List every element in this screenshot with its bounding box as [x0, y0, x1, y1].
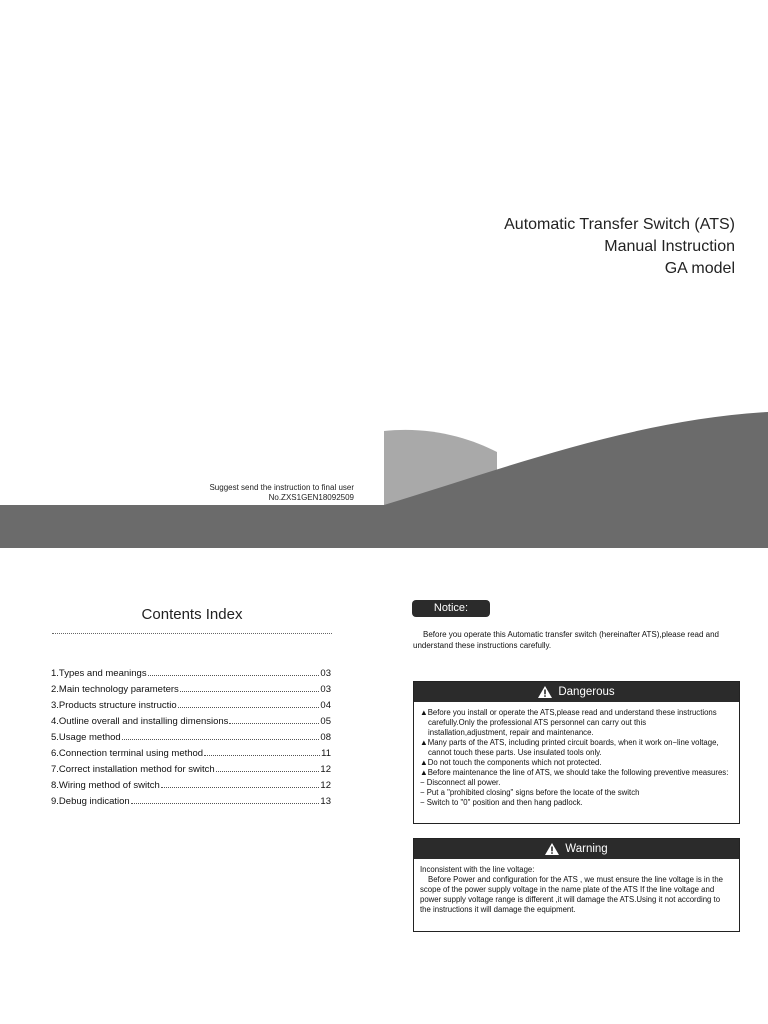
title-line-2: Manual Instruction	[604, 238, 735, 255]
toc-item[interactable]	[51, 679, 331, 695]
toc-item[interactable]	[51, 727, 331, 743]
document-number: No.ZXS1GEN18092509	[268, 493, 354, 502]
warning-body	[414, 859, 739, 915]
toc-label: 2.Main technology parameters	[51, 684, 179, 695]
toc-leader	[204, 754, 320, 756]
notice-text: Before you operate this Automatic transfer switch (hereinafter ATS),please read and understand these instructions carefully.	[413, 630, 720, 650]
contents-title: Contents Index	[141, 606, 243, 623]
final-user-note	[209, 483, 354, 503]
toc-label: 3.Products structure instructio	[51, 700, 177, 711]
danger-line: cannot touch these parts. Use insulated tools only.	[428, 748, 602, 757]
toc-leader	[148, 674, 320, 676]
toc-page-number: 04	[320, 700, 331, 711]
toc-page-number: 03	[320, 668, 331, 679]
final-user-text: Suggest send the instruction to final user	[209, 483, 354, 492]
warning-triangle-icon	[538, 686, 552, 698]
title-line-1: Automatic Transfer Switch (ATS)	[504, 216, 735, 233]
toc-item[interactable]	[51, 775, 331, 791]
toc-label: 7.Correct installation method for switch	[51, 764, 215, 775]
toc-leader	[131, 802, 320, 804]
contents-list	[51, 663, 331, 807]
toc-leader	[161, 786, 320, 788]
danger-line: ▲Do not touch the components which not protected.	[420, 758, 602, 767]
toc-label: 4.Outline overall and installing dimensions	[51, 716, 229, 727]
toc-page-number: 03	[320, 684, 331, 695]
cover-title	[504, 214, 735, 280]
danger-line: installation,adjustment, repair and maintenance.	[428, 728, 594, 737]
toc-leader	[178, 706, 320, 708]
toc-item[interactable]	[51, 759, 331, 775]
toc-label: 8.Wiring method of switch	[51, 780, 160, 791]
contents-divider	[52, 633, 332, 634]
toc-item[interactable]	[51, 663, 331, 679]
toc-page-number: 12	[320, 780, 331, 791]
toc-item[interactable]	[51, 695, 331, 711]
toc-page-number: 13	[320, 796, 331, 807]
dangerous-header	[414, 682, 739, 702]
dangerous-box	[413, 681, 740, 824]
warning-header	[414, 839, 739, 859]
toc-label: 1.Types and meanings	[51, 668, 147, 679]
toc-item[interactable]	[51, 711, 331, 727]
warning-title: Warning	[565, 843, 608, 855]
danger-line: ▲Before you install or operate the ATS,please read and understand these instructions	[420, 708, 717, 717]
warning-intro: Inconsistent with the line voltage:	[420, 865, 535, 874]
danger-line: − Put a "prohibited closing" signs before the locate of the switch	[420, 788, 640, 797]
danger-line: − Switch to "0" position and then hang padlock.	[420, 798, 583, 807]
toc-label: 5.Usage method	[51, 732, 121, 743]
toc-page-number: 08	[320, 732, 331, 743]
toc-leader	[216, 770, 320, 772]
danger-line: ▲Before maintenance the line of ATS, we should take the following preventive measures:	[420, 768, 729, 777]
toc-label: 6.Connection terminal using method	[51, 748, 204, 759]
warning-triangle-icon	[545, 843, 559, 855]
title-line-3: GA model	[664, 260, 735, 277]
toc-leader	[229, 722, 319, 724]
toc-leader	[122, 738, 320, 740]
toc-label: 9.Debug indication	[51, 796, 130, 807]
toc-leader	[180, 690, 320, 692]
danger-line: carefully.Only the professional ATS personnel can carry out this	[428, 718, 647, 727]
toc-item[interactable]	[51, 743, 331, 759]
dark-band	[0, 505, 768, 548]
toc-page-number: 05	[320, 716, 331, 727]
warning-box	[413, 838, 740, 932]
danger-line: ▲Many parts of the ATS, including printed circuit boards, when it work on−line voltage,	[420, 738, 719, 747]
dangerous-title: Dangerous	[558, 686, 615, 698]
dangerous-body	[414, 702, 739, 808]
warning-text: Before Power and configuration for the ATS , we must ensure the line voltage is in the scope of the power supply voltage in the name plate of the ATS If the line voltage and power supply voltage range is different ,it will damage the ATS.Using it not according to the instructions it will damage the equipment.	[420, 875, 724, 914]
toc-page-number: 11	[321, 748, 331, 759]
danger-line: − Disconnect all power.	[420, 778, 501, 787]
notice-badge: Notice:	[412, 600, 490, 617]
toc-item[interactable]	[51, 791, 331, 807]
toc-page-number: 12	[320, 764, 331, 775]
